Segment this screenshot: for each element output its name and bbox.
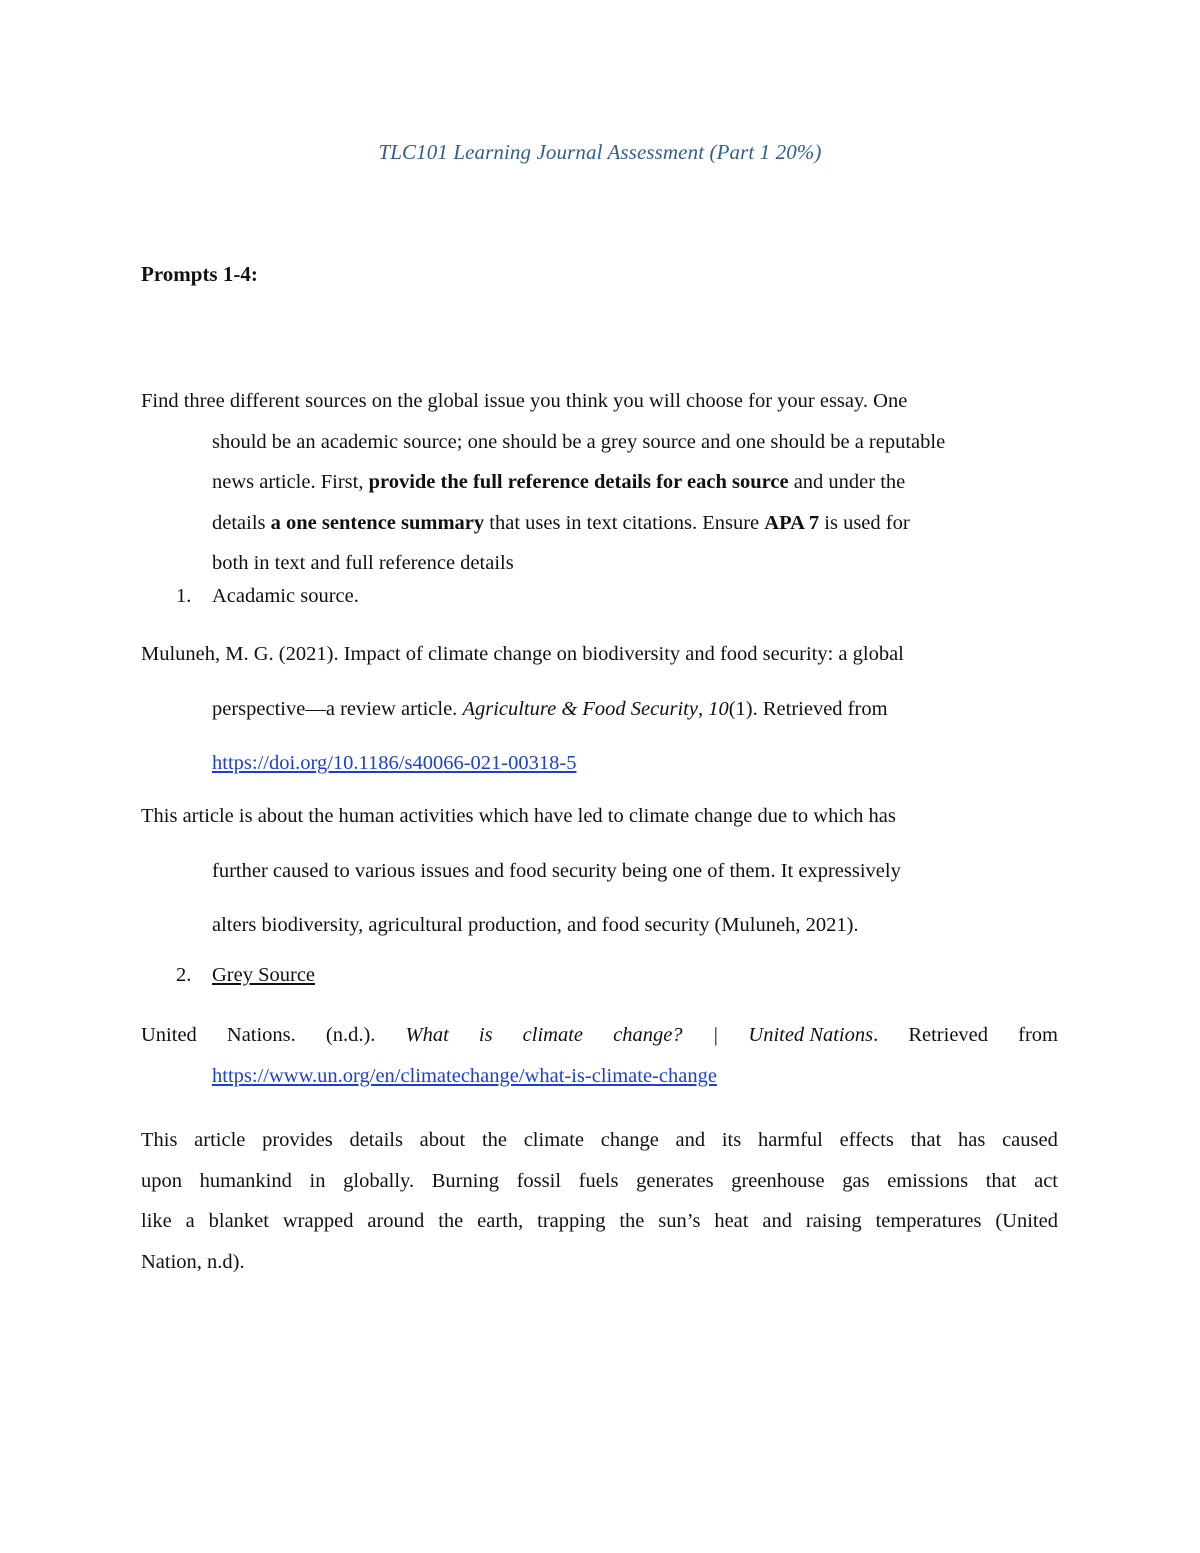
journal-title: Agriculture & Food Security [462, 697, 698, 720]
word: temperatures [875, 1210, 982, 1232]
emphasis-one-sentence-summary: a one sentence summary [270, 511, 485, 534]
prompts-heading: Prompts 1-4: [141, 262, 258, 286]
word: emissions [887, 1169, 969, 1192]
word: This [141, 1129, 178, 1151]
word: provides [262, 1129, 333, 1151]
reference-academic [141, 627, 904, 791]
word: climate [523, 1129, 585, 1151]
summary-grey-line-4: Nation, n.d). [141, 1250, 245, 1273]
word: that [985, 1169, 1017, 1192]
word: harmful [757, 1129, 823, 1151]
word: blanket [208, 1210, 269, 1232]
summary-line-2: further caused to various issues and food security being one of them. It expressively [212, 859, 901, 882]
list-number: 2. [176, 964, 192, 986]
emphasis-apa7: APA 7 [764, 511, 820, 534]
instructions-line-5: both in text and full reference details [212, 552, 514, 574]
reference-grey-line-1: United Nations. (n.d.). What is climate change? | United Nations. Retrieved from [141, 1024, 1058, 1046]
word: like [141, 1210, 172, 1232]
summary-grey-line-2 [141, 1161, 1058, 1202]
word: around [367, 1210, 425, 1232]
instructions-line-1: Find three different sources on the global issue you think you will choose for your essay. One [141, 390, 908, 412]
word: (United [995, 1210, 1058, 1232]
reference-line-1: Muluneh, M. G. (2021). Impact of climate change on biodiversity and food security: a global [141, 643, 904, 665]
instructions-line-3: news article. First, provide the full reference details for each source and under the [212, 471, 906, 493]
word: earth, [477, 1210, 524, 1232]
word: globally. [343, 1169, 415, 1192]
list-number: 1. [176, 585, 192, 607]
word: the [481, 1129, 507, 1151]
word: sun’s [658, 1210, 701, 1232]
word: humankind [199, 1169, 292, 1192]
list-item-academic-source [176, 585, 359, 608]
word: the [619, 1210, 645, 1232]
un-link[interactable]: https://www.un.org/en/climatechange/what-is-climate-change [212, 1065, 717, 1087]
word: and [675, 1129, 706, 1151]
word: wrapped [282, 1210, 354, 1232]
journal-volume: 10 [708, 697, 729, 720]
word: fossil [516, 1169, 562, 1192]
summary-grey-line-1 [141, 1120, 1058, 1161]
instructions-line-2: should be an academic source; one should be a grey source and one should be a reputable [212, 430, 946, 453]
instructions-paragraph [141, 381, 945, 584]
summary-grey [141, 1120, 1058, 1282]
word: act [1034, 1169, 1058, 1192]
word: gas [842, 1169, 870, 1192]
list-item-grey-source [176, 964, 315, 987]
word: details [349, 1129, 403, 1151]
summary-grey-line-3 [141, 1201, 1058, 1242]
word: its [721, 1129, 742, 1151]
reference-grey-line-2 [212, 1065, 717, 1088]
reference-line-2: perspective—a review article. Agriculture & Food Security, 10(1). Retrieved from [212, 697, 888, 720]
word: trapping [537, 1210, 606, 1232]
word: effects [839, 1129, 894, 1151]
word: raising [805, 1210, 862, 1232]
doi-link[interactable]: https://doi.org/10.1186/s40066-021-00318-5 [212, 752, 577, 774]
word: that [910, 1129, 942, 1151]
word: generates [636, 1169, 714, 1192]
word: heat [714, 1210, 749, 1232]
word: in [309, 1169, 326, 1192]
word: about [419, 1129, 466, 1151]
emphasis-reference-details: provide the full reference details for each source [368, 471, 789, 493]
word: and [762, 1210, 792, 1232]
word: greenhouse [731, 1169, 825, 1192]
word: Burning [431, 1169, 499, 1192]
reference-line-3 [141, 736, 904, 791]
word: fuels [578, 1169, 619, 1192]
word: a [185, 1210, 195, 1232]
word: article [194, 1129, 246, 1151]
word: the [438, 1210, 464, 1232]
instructions-line-4: details a one sentence summary that uses in text citations. Ensure APA 7 is used for [212, 511, 910, 534]
list-label: Grey Source [212, 964, 316, 986]
word: has [958, 1129, 986, 1151]
document-title: TLC101 Learning Journal Assessment (Part 1 20%) [378, 140, 822, 164]
summary-line-1: This article is about the human activities which have led to climate change due to which has [141, 805, 896, 827]
list-label: Acadamic source. [212, 585, 359, 607]
word: change [600, 1129, 659, 1151]
summary-academic [141, 789, 901, 953]
word: upon [141, 1169, 182, 1192]
summary-line-3: alters biodiversity, agricultural production, and food security (Muluneh, 2021). [212, 914, 859, 936]
word: caused [1002, 1129, 1058, 1151]
